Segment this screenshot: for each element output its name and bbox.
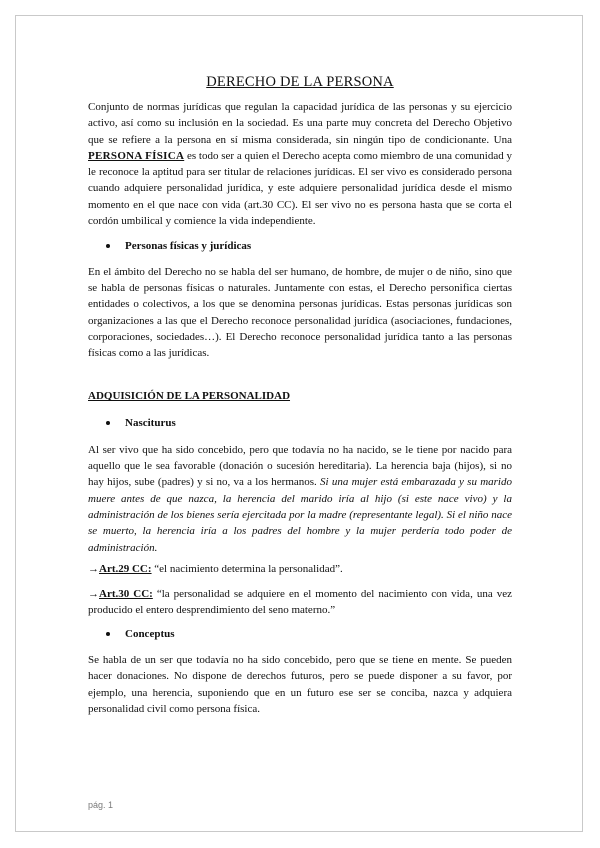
bullet-icon xyxy=(106,244,110,248)
intro-paragraph xyxy=(88,99,512,229)
section-heading-adquisicion: ADQUISICIÓN DE LA PERSONALIDAD xyxy=(88,390,291,403)
arrow-icon: → xyxy=(88,588,99,601)
article-29-line xyxy=(88,561,512,577)
article-30-line xyxy=(88,586,512,619)
page-number: pág. 1 xyxy=(88,800,114,810)
arrow-icon: → xyxy=(88,562,99,575)
bullet-personas-label: Personas físicas y jurídicas xyxy=(125,240,252,253)
intro-text-before: Conjunto de normas jurídicas que regulan la capacidad jurídica de las personas y su ejercicio activo, así como su inclusión en la sociedad. Es una parte muy concreta del Derecho Objetivo que se refiere a la persona en sí misma considerada, sin ningún tipo de condicionante. Una xyxy=(88,101,512,146)
article-30-text: “la personalidad se adquiere en el momento del nacimiento con vida, una vez producido el entero desprendimiento del seno materno.” xyxy=(88,588,512,617)
personas-paragraph: En el ámbito del Derecho no se habla del ser humano, de hombre, de mujer o de niño, sino que se habla de personas físicas o naturales. Juntamente con estas, el Derecho personifica ciertas entidades o colectivos, a los que se denomina personas jurídicas. Estas personas jurídicas son organizaciones a las que el Derecho reconoce personalidad jurídica (asociaciones, fundaciones, corporaciones, sociedades…). El Derecho reconoce personalidad jurídica tanto a las personas físicas como a las jurídicas. xyxy=(88,265,512,360)
bullet-icon xyxy=(106,421,110,425)
document-body xyxy=(88,72,512,717)
nasciturus-paragraph xyxy=(88,442,512,556)
nasciturus-example: Si una mujer está embarazada y su marido muere antes de que nazca, la herencia del marido iría al hijo (si este nace vivo) y la administración de los bienes sería ejercitada por la madre (representante legal). Si el niño nace se muerto, la herencia iría a los padres del hombre y la mujer perdería todo poder de administración. xyxy=(88,476,512,554)
page-title: DERECHO DE LA PERSONA xyxy=(206,74,394,90)
article-29-text: “el nacimiento determina la personalidad”. xyxy=(151,562,343,575)
bullet-personas xyxy=(88,238,512,254)
bullet-conceptus xyxy=(88,626,512,642)
article-30-label: Art.30 CC: xyxy=(99,588,153,601)
bullet-icon xyxy=(106,632,110,636)
article-29-label: Art.29 CC: xyxy=(99,562,152,575)
nasciturus-text: Al ser vivo que ha sido concebido, pero que todavía no ha nacido, se le tiene por nacido para aquello que le sea favorable (donación o sucesión hereditaria). La herencia baja (hijos), si no hay hijos, sube (padres) y si no, va a los hermanos. xyxy=(88,443,512,489)
bullet-nasciturus-label: Nasciturus xyxy=(125,417,176,430)
intro-emphasis: PERSONA FÍSICA xyxy=(88,149,185,162)
bullet-conceptus-label: Conceptus xyxy=(125,627,175,640)
conceptus-paragraph: Se habla de un ser que todavía no ha sido concebido, pero que se tiene en mente. Se pueden hacer donaciones. No dispone de derechos futuros, pero se puede disponer a su favor, por ejemplo, una herencia, suponiendo que en un futuro ese ser se conciba, nazca y adquiera personalidad civil como persona física. xyxy=(88,654,512,715)
intro-text-after: es todo ser a quien el Derecho acepta como miembro de una comunidad y le reconoce la aptitud para ser titular de relaciones jurídicas. El ser vivo es considerado persona cuando adquiere personalidad jurídica, y este adquiere personalidad jurídica desde el mismo momento en el que nace con vida (art.30 CC). El ser vivo no es persona hasta que se corta el cordón umbilical y comience la vida independiente. xyxy=(88,149,512,228)
bullet-nasciturus xyxy=(88,415,512,431)
